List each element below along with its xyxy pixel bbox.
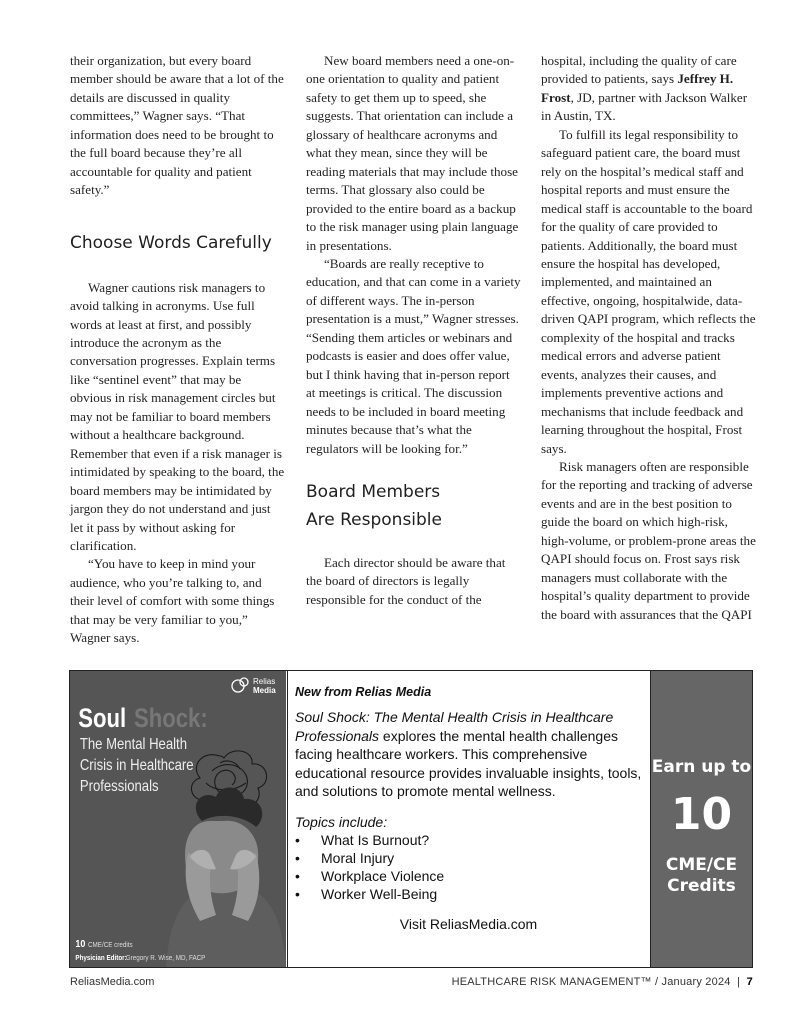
list-item bbox=[295, 867, 642, 885]
paragraph bbox=[541, 52, 756, 126]
paragraph: “Boards are really receptive to education, and that can come in a variety of different ways. The in-person presentation is a must,” Wagner stresses. “Sending them articles or webinars and podcasts is easier and does offer value, but I think having that in-person report at meetings is critical. The discussion needs to be included in board meeting minutes because that’s what the regulators will be looking for.” bbox=[306, 255, 521, 456]
credits-number: 10 bbox=[670, 789, 733, 840]
bullet: • bbox=[295, 831, 300, 848]
topic-text: Workplace Violence bbox=[321, 867, 445, 884]
cover-title: Soul bbox=[78, 704, 127, 734]
section-heading-board-members bbox=[306, 478, 521, 534]
topic-text: Moral Injury bbox=[321, 849, 395, 866]
relias-logo-icon bbox=[232, 678, 248, 692]
promo-description bbox=[295, 708, 642, 801]
cover-subtitle: Professionals bbox=[79, 777, 159, 796]
topic-text: What Is Burnout? bbox=[321, 831, 430, 848]
list-item bbox=[295, 849, 642, 867]
bullet: • bbox=[295, 867, 300, 884]
cover-editor-label: Physician Editor: bbox=[75, 954, 127, 963]
cover-title: Shock: bbox=[133, 704, 208, 734]
cover-subtitle: The Mental Health bbox=[79, 735, 187, 754]
publication-name: HEALTHCARE RISK MANAGEMENT™ / January 2024 bbox=[451, 976, 731, 988]
credits-unit: CME/CE bbox=[665, 855, 738, 875]
topics-label: Topics include: bbox=[295, 813, 388, 830]
footer-site: ReliasMedia.com bbox=[70, 976, 155, 988]
cover-illustration bbox=[70, 671, 286, 967]
visit-website-link[interactable]: Visit ReliasMedia.com bbox=[399, 915, 538, 932]
cover-editor-name: Gregory R. Wise, MD, FACP bbox=[125, 954, 206, 963]
person-name: Jeffrey H. Frost bbox=[541, 71, 734, 105]
text-run: hospital, including the quality of care provided to patients, says bbox=[541, 53, 737, 87]
distressed-person-illustration bbox=[166, 787, 286, 967]
logo-text: Media bbox=[253, 686, 276, 695]
promo-kicker: New from Relias Media bbox=[295, 685, 432, 699]
section-heading-choose-words: Choose Words Carefully bbox=[70, 232, 272, 253]
paragraph: Risk managers often are responsible for the reporting and tracking of adverse events and are in the best position to guide the board on which high-risk, high-volume, or problem-prone areas the QAPI should focus on. Frost says risk managers must collaborate with the hospital’s quality department to provide the board with assurances that the QAPI bbox=[541, 458, 756, 622]
cover-subtitle: Crisis in Healthcare bbox=[79, 756, 194, 775]
heading-line: Are Responsible bbox=[306, 509, 442, 530]
article-column-1 bbox=[70, 52, 285, 648]
article-column-3 bbox=[541, 52, 756, 624]
description-text: explores the mental health challenges facing healthcare workers. This comprehensive educational resource provides invaluable insights, tools, and solutions to promote mental wellness. bbox=[295, 727, 642, 799]
footer-separator: | bbox=[737, 976, 741, 988]
topics-list bbox=[295, 831, 642, 903]
paragraph: Each director should be aware that the board of directors is legally responsible for the conduct of the bbox=[306, 554, 506, 607]
article-column-2 bbox=[306, 52, 521, 609]
bullet: • bbox=[295, 849, 300, 866]
paragraph: To fulfill its legal responsibility to safeguard patient care, the board must rely on the hospital’s medical staff and hospital reports and must ensure the medical staff is accountable to the board for the quality of care provided to patients. Additionally, the board must ensure the hospital has developed, implemented, and maintained an effective, ongoing, hospitalwide, data-driven QAPI program, which reflects the complexity of the hospital and tracks medical errors and adverse patient events, analyzes their causes, and implements preventive actions and mechanisms that include feedback and learning throughout the hospital, Frost says. bbox=[541, 126, 756, 456]
paragraph: “You have to keep in mind your audience, who you’re talking to, and their level of comfort with some things that may be very familiar to you,” Wagner says. bbox=[70, 556, 275, 646]
credits-unit: Credits bbox=[667, 876, 736, 896]
paragraph: Wagner cautions risk managers to avoid talking in acronyms. Use full words at least at first, and possibly introduce the acronym as the conversation progresses. Explain terms like “sentinel event” that may be obvious in risk management circles but may not be familiar to board members without a healthcare background. Remember that even if a risk manager is intimidated by speaking to the board, the board members may be intimidated by jargon they do not understand and just let it pass by without asking for clarification. bbox=[70, 279, 285, 553]
credits-label: Earn up to bbox=[651, 757, 752, 777]
logo-text: Relias bbox=[253, 677, 276, 686]
footer-publication bbox=[452, 976, 753, 988]
text-run: , JD, partner with Jackson Walker in Austin, TX. bbox=[541, 89, 748, 124]
page-number: 7 bbox=[746, 976, 753, 988]
heading-line: Board Members bbox=[306, 481, 441, 502]
topic-text: Worker Well-Being bbox=[321, 885, 438, 902]
cover-credits-text: CME/CE credits bbox=[88, 941, 133, 950]
paragraph: their organization, but every board member should be aware that a lot of the details are discussed in quality committees,” Wagner says. “That information does need to be brought to the full board because they’re all accountable for quality and patient safety.” bbox=[70, 53, 284, 198]
paragraph: New board members need a one-on-one orientation to quality and patient safety to get them up to speed, she suggests. That orientation can include a glossary of healthcare acronyms and what they mean, since they will be reading materials that may include those terms. That glossary also could be provided to the entire board as a backup to the risk manager using plain language in presentations. bbox=[306, 53, 519, 253]
credits-badge bbox=[651, 671, 752, 967]
book-cover bbox=[70, 671, 286, 967]
list-item bbox=[295, 831, 642, 849]
book-title: Soul Shock: The Mental Health Crisis in Healthcare Professionals bbox=[295, 709, 614, 744]
cover-credits-number: 10 bbox=[75, 938, 86, 951]
bullet: • bbox=[295, 885, 300, 902]
promo-box[interactable] bbox=[69, 670, 753, 968]
list-item bbox=[295, 885, 642, 903]
promo-description-panel bbox=[287, 671, 651, 967]
